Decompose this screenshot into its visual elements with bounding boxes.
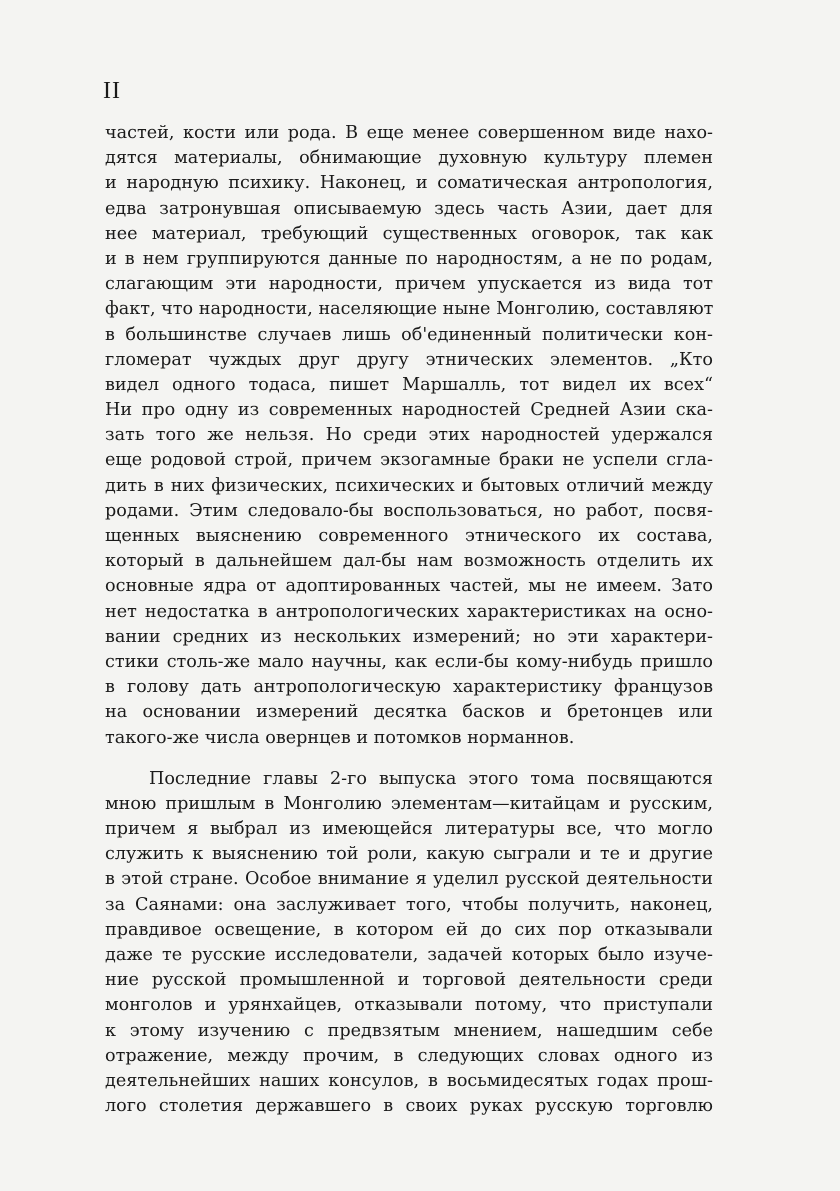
text-line: и в нем группируются данные по народностям, а не по родам, bbox=[105, 248, 713, 269]
text-line: правдивое освещение, в котором ей до сих пор отказывали bbox=[105, 919, 713, 940]
text-line: родами. Этим следовало-бы воспользоваться, но работ, посвя- bbox=[105, 500, 713, 521]
text-line: на основании измерений десятка басков и бретонцев или bbox=[105, 702, 713, 723]
text-line: в большинстве случаев лишь об'единенный политически кон- bbox=[105, 324, 713, 345]
text-line: еще родовой строй, причем экзогамные браки не успели сгла- bbox=[105, 450, 713, 471]
text-line: гломерат чуждых друг другу этнических элементов. „Кто bbox=[105, 349, 713, 370]
text-line: факт, что народности, населяющие ныне Монголию, составляют bbox=[105, 299, 714, 320]
text-line: едва затронувшая описываемую здесь часть Азии, дает для bbox=[105, 198, 713, 219]
text-line: зать того же нельзя. Но среди этих народностей удержался bbox=[105, 425, 713, 446]
text-line: служить к выяснению той роли, какую сыграли и те и другие bbox=[105, 844, 713, 865]
text-line: щенных выяснению современного этнического их состава, bbox=[105, 526, 713, 546]
text-line: мною пришлым в Монголию элементам—китайцам и русским, bbox=[105, 793, 713, 814]
text-line: частей, кости или рода. В еще менее совершенном виде нахо- bbox=[105, 123, 713, 143]
text-line: ние русской промышленной и торговой деятельности среди bbox=[105, 970, 713, 991]
text-line: в голову дать антропологическую характеристику французов bbox=[105, 677, 713, 698]
text-line: видел одного тодаса, пишет Маршалль, тот видел их всех“ bbox=[105, 374, 713, 395]
text-line: Ни про одну из современных народностей Средней Азии ска- bbox=[105, 400, 713, 421]
text-line: такого-же числа овернцев и потомков норманнов. bbox=[105, 727, 575, 748]
text-line: к этому изучению с предвзятым мнением, нашедшим себе bbox=[105, 1020, 713, 1041]
text-line: Последние главы 2-го выпуска этого тома посвящаются bbox=[149, 768, 713, 789]
text-line: слагающим эти народности, причем упускается из вида тот bbox=[105, 274, 713, 295]
text-line: лого столетия державшего в своих руках русскую торговлю bbox=[105, 1096, 713, 1117]
text-line: который в дальнейшем дал-бы нам возможность отделить их bbox=[105, 551, 713, 572]
text-line: отражение, между прочим, в следующих словах одного из bbox=[105, 1045, 713, 1066]
text-line: даже те русские исследователи, задачей которых было изуче- bbox=[105, 945, 713, 965]
text-line: дить в них физических, психических и бытовых отличий между bbox=[105, 475, 713, 496]
text-line: стики столь-же мало научны, как если-бы кому-нибудь пришло bbox=[105, 651, 713, 672]
text-line: вании средних из нескольких измерений; но эти характери- bbox=[105, 626, 713, 647]
text-line: монголов и урянхайцев, отказывали потому, что приступали bbox=[105, 995, 713, 1016]
text-line: дятся материалы, обнимающие духовную культуру племен bbox=[105, 148, 713, 169]
text-line: в этой стране. Особое внимание я уделил русской деятельности bbox=[105, 869, 713, 890]
page-number: II bbox=[103, 78, 121, 104]
paragraph-2 bbox=[105, 767, 713, 1120]
text-line: и народную психику. Наконец, и соматическая антропология, bbox=[105, 173, 713, 194]
text-line: нее материал, требующий существенных оговорок, так как bbox=[105, 223, 713, 244]
text-line: деятельнейших наших консулов, в восьмидесятых годах прош- bbox=[105, 1070, 713, 1091]
body-text bbox=[105, 121, 713, 1119]
text-line: основные ядра от адоптированных частей, мы не имеем. Зато bbox=[105, 576, 713, 597]
paragraph-gap bbox=[105, 751, 713, 767]
paragraph-1 bbox=[105, 121, 713, 751]
text-line: за Саянами: она заслуживает того, чтобы получить, наконец, bbox=[105, 894, 713, 915]
text-line: причем я выбрал из имеющейся литературы все, что могло bbox=[105, 819, 713, 840]
text-line: нет недостатка в антропологических характеристиках на осно- bbox=[105, 601, 713, 622]
